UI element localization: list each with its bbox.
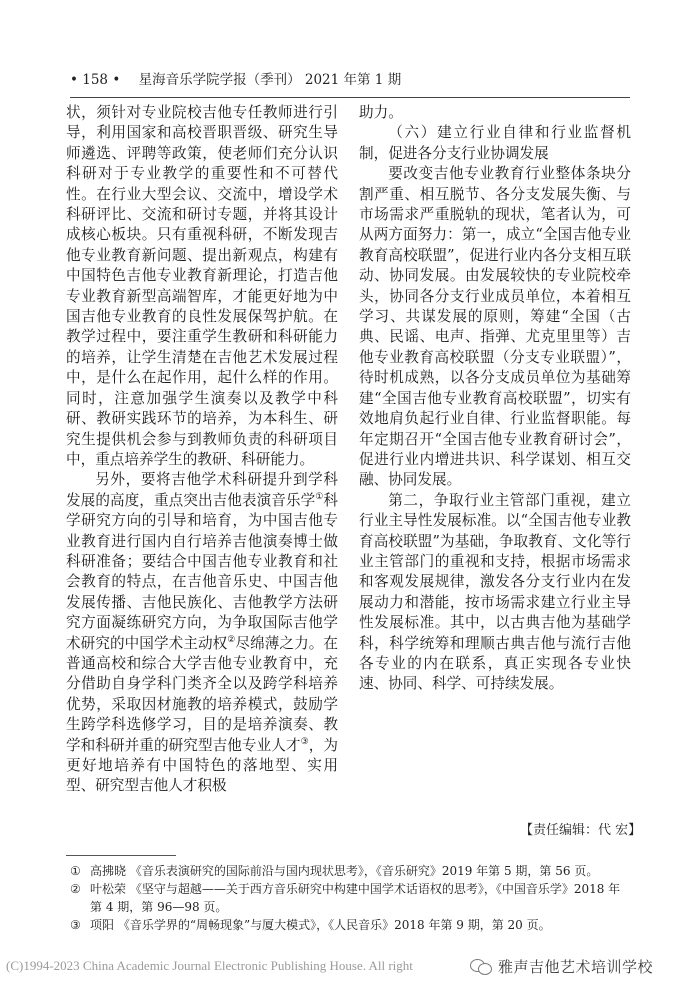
footnote-number: ② <box>70 882 81 896</box>
footnotes <box>70 862 632 934</box>
paragraph-text: 科学研究方向的引导和培育，为中国吉他专业教育进行国内自行培养吉他演奏博士做科研准备；要结合中国吉他专业教育和社会教育的特点，在吉他音乐史、中国吉他发展传播、吉他民族化、吉他教学方法研究方面凝练研究方向，为争取国际吉他学术研究的中国学术主动权 <box>66 491 338 652</box>
right-column <box>359 103 631 695</box>
header-rule <box>70 97 630 98</box>
footnote-rule <box>66 855 176 856</box>
footnote-number: ① <box>70 864 81 878</box>
footnote-item <box>70 862 632 880</box>
footnote-ref-1[interactable]: ① <box>315 491 324 502</box>
watermark <box>470 953 700 979</box>
footnote-item <box>70 916 632 934</box>
page-number: • 158 • <box>70 72 121 88</box>
paragraph-text: 尽绵薄之力。在普通高校和综合大学吉他专业教育中，充分借助自身学科门类齐全以及跨学科培养优势，采取因材施教的培养模式，鼓励学生跨学科选修学习，目的是培养演奏、教学和科研并重的研究型吉他专业人才 <box>66 634 338 754</box>
footnote-text: 叶松荣 《坚守与超越——关于西方音乐研究中构建中国学术话语权的思考》，《中国音乐学》2018 年第 4 期，第 96—98 页。 <box>90 882 621 914</box>
paragraph-continuation: 状，须针对专业院校吉他专任教师进行引导，利用国家和高校晋职晋级、研究生导师遴选、评聘等政策，使老师们充分认识科研对于专业教学的重要性和不可替代性。在行业大型会议、交流中，增设学术科研评比、交流和研讨专题，并将其设计成核心板块。只有重视科研，不断发现吉他专业教育新问题、提出新观点，构建有中国特色吉他专业教育新理论，打造吉他专业教育新型高端智库，才能更好地为中国吉他专业教育的良性发展保驾护航。在教学过程中，要注重学生教研和科研能力的培养，让学生清楚在吉他艺术发展过程中，是什么在起作用，起什么样的作用。同时，注意加强学生演奏以及教学中科研、教研实践环节的培养，为本科生、研究生提供机会参与到教师负责的科研项目中，重点培养学生的教研、科研能力。 <box>66 104 338 468</box>
journal-title: 星海音乐学院学报（季刊） 2021 年第 1 期 <box>138 72 402 88</box>
footnote-number: ③ <box>70 918 81 932</box>
responsible-editor: 【责任编辑：代 宏】 <box>520 823 642 838</box>
footnote-ref-2[interactable]: ② <box>227 634 236 645</box>
copyright-footer: (C)1994-2023 China Academic Journal Electronic Publishing House. All right <box>6 958 413 973</box>
section-heading: （六）建立行业自律和行业监督机制，促进各分支行业协调发展 <box>359 124 631 162</box>
paragraph-text: 另外，要将吉他学术科研提升到学科发展的高度，重点突出吉他表演音乐学 <box>66 471 338 509</box>
footnote-text: 高拂晓 《音乐表演研究的国际前沿与国内现状思考》，《音乐研究》2019 年第 5 期，第 56 页。 <box>90 864 599 878</box>
paragraph-alliance: 要改变吉他专业教育行业整体条块分割严重、相互脱节、各分支发展失衡、与市场需求严重脱轨的现状，笔者认为，可从两方面努力：第一，成立“全国吉他专业教育高校联盟”，促进行业内各分支相互联动、协同发展。由发展较快的专业院校牵头，协同各分支行业成员单位，本着相互学习、共谋发展的原则，筹建“全国（古典、民谣、电声、指弹、尤克里里等）吉他专业教育高校联盟（分支专业联盟）”，待时机成熟，以各分支成员单位为基础筹建“全国吉他专业教育高校联盟”，切实有效地肩负起行业自律、行业监督职能。每年定期召开“全国吉他专业教育研讨会”，促进行业内增进共识、科学谋划、相互交融、协同发展。 <box>359 165 631 489</box>
running-header <box>70 68 630 92</box>
footnote-text: 项阳 《音乐学界的“周畅现象”与厦大模式》，《人民音乐》2018 年第 9 期，第 20 页。 <box>90 918 551 932</box>
paragraph-academic-research <box>66 470 338 797</box>
paragraph-standards: 第二，争取行业主管部门重视，建立行业主导性发展标准。以“全国吉他专业教育高校联盟”为基础，争取教育、文化等行业主管部门的重视和支持，根据市场需求和客观发展规律，激发各分支行业内在发展动力和潜能，按市场需求建立行业主导性发展标准。其中，以古典吉他为基础学科，科学统筹和理顺古典吉他与流行吉他各专业的内在联系，真正实现各专业快速、协同、科学、可持续发展。 <box>359 491 631 693</box>
watermark-text: 雅声吉他艺术培训学校 <box>498 957 654 976</box>
paragraph-text: ，为更好地培养有中国特色的落地型、实用型、研究型吉他人才积极 <box>66 736 338 795</box>
footnote-ref-3[interactable]: ③ <box>300 736 309 747</box>
paragraph-continuation: 助力。 <box>359 104 403 121</box>
wechat-icon <box>470 957 492 975</box>
footnote-item <box>70 880 632 916</box>
left-column <box>66 103 338 797</box>
